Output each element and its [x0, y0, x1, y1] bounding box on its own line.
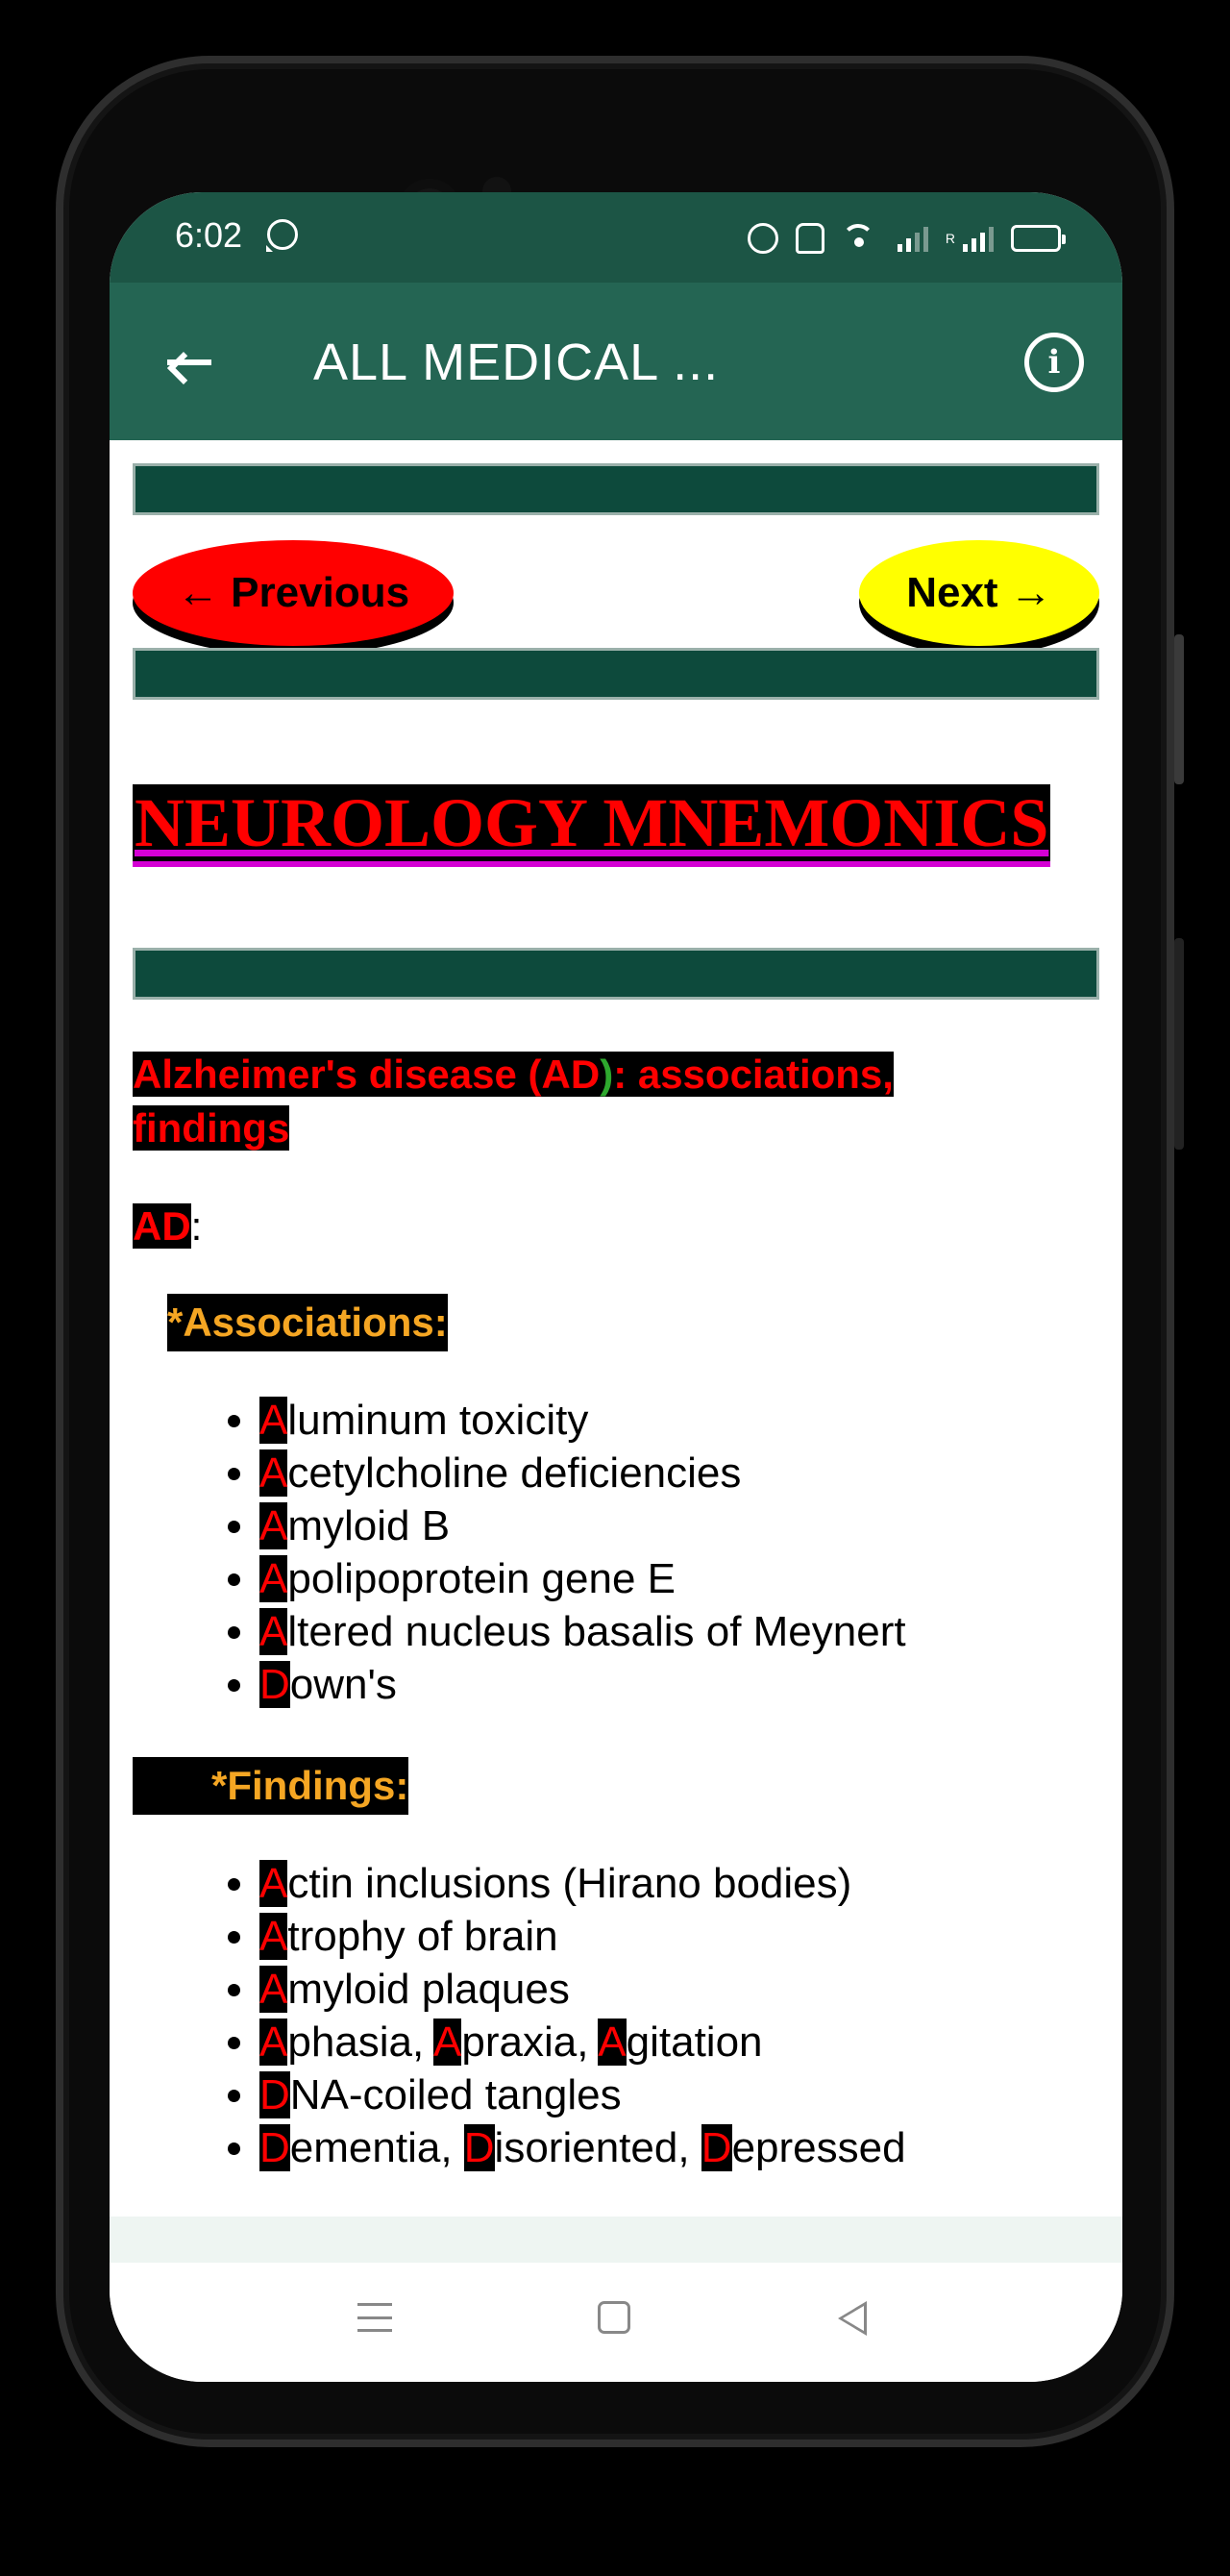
- section-title: [133, 1048, 930, 1155]
- mnemonic-letter: A: [259, 1555, 288, 1602]
- ad-abbrev: AD: [133, 1203, 191, 1249]
- mnemonic-letter: D: [259, 1661, 290, 1708]
- list-item-text: own's: [289, 1661, 397, 1708]
- list-item-text: trophy of brain: [287, 1913, 558, 1960]
- home-icon[interactable]: [598, 2301, 630, 2334]
- list-item: [259, 1552, 906, 1605]
- back-button[interactable]: [156, 329, 223, 396]
- mnemonic-letter: D: [259, 2071, 290, 2118]
- mnemonic-letter: A: [433, 2019, 462, 2066]
- list-item-text: NA-coiled tangles: [289, 2071, 622, 2118]
- next-button[interactable]: Next →: [859, 540, 1099, 646]
- mnemonic-letter: A: [259, 2019, 288, 2066]
- findings-list: [206, 1857, 906, 2174]
- app-title: ALL MEDICAL ...: [313, 334, 720, 391]
- status-bar: [110, 192, 1122, 283]
- mnemonic-letter: A: [259, 1860, 288, 1907]
- list-item: [259, 2121, 906, 2174]
- list-item-text: ctin inclusions (Hirano bodies): [287, 1860, 852, 1907]
- roaming-label: R: [945, 231, 955, 246]
- list-item-text: luminum toxicity: [287, 1397, 589, 1444]
- list-item-text: polipoprotein gene E: [287, 1555, 676, 1602]
- previous-button[interactable]: ← Previous: [133, 540, 454, 646]
- alarm-icon: [748, 223, 778, 254]
- signal-icon: [898, 225, 928, 252]
- associations-list: [206, 1394, 906, 1711]
- content-area[interactable]: [110, 440, 1122, 2217]
- list-item-text: phasia,: [287, 2019, 434, 2066]
- list-item: [259, 1605, 906, 1658]
- list-item: [259, 1447, 906, 1499]
- app-bar: [110, 283, 1122, 440]
- mnemonic-letter: A: [598, 2019, 627, 2066]
- whatsapp-icon: [267, 219, 298, 250]
- divider-bar: [133, 648, 1099, 700]
- volume-button: [1174, 634, 1184, 784]
- list-item-text: cetylcholine deficiencies: [287, 1449, 742, 1497]
- list-item-text: myloid B: [287, 1502, 451, 1549]
- info-icon: i: [1047, 343, 1061, 382]
- list-item: [259, 2016, 906, 2068]
- section-title-part: Alzheimer's disease (AD: [133, 1052, 601, 1097]
- mnemonic-letter: A: [259, 1608, 288, 1655]
- system-nav-bar: [110, 2263, 1122, 2382]
- findings-heading: *Findings:: [133, 1757, 408, 1815]
- mnemonic-letter: D: [259, 2124, 290, 2171]
- mnemonic-letter: D: [701, 2124, 732, 2171]
- list-item-text: praxia,: [461, 2019, 599, 2066]
- section-title-paren: ): [600, 1052, 614, 1097]
- mnemonic-letter: A: [259, 1397, 288, 1444]
- screen: [110, 192, 1122, 2382]
- list-item-text: myloid plaques: [287, 1966, 570, 2013]
- list-item: [259, 1658, 906, 1711]
- associations-heading: *Associations:: [167, 1294, 448, 1351]
- back-arrow-icon: [167, 359, 211, 365]
- wifi-icon: [842, 224, 880, 253]
- list-item-text: ltered nucleus basalis of Meynert: [287, 1608, 906, 1655]
- mnemonic-letter: A: [259, 1502, 288, 1549]
- section-title-part: : associations, findings: [133, 1052, 894, 1151]
- list-item-text: ementia,: [289, 2124, 464, 2171]
- battery-icon: [1011, 225, 1061, 252]
- divider-bar: [133, 463, 1099, 515]
- list-item-text: epressed: [731, 2124, 906, 2171]
- mute-icon: [796, 223, 824, 254]
- list-item: [259, 1499, 906, 1552]
- list-item: [259, 1394, 906, 1447]
- ad-colon: :: [190, 1203, 203, 1249]
- power-button: [1174, 938, 1184, 1150]
- info-button[interactable]: [1024, 333, 1084, 392]
- menu-icon[interactable]: [357, 2303, 392, 2332]
- list-item-text: gitation: [626, 2019, 763, 2066]
- divider-bar: [133, 948, 1099, 1000]
- page-title: NEUROLOGY MNEMONICS: [133, 784, 1050, 867]
- mnemonic-letter: A: [259, 1966, 288, 2013]
- back-icon[interactable]: [838, 2301, 867, 2336]
- status-icons: [748, 219, 1061, 258]
- list-item-text: isoriented,: [494, 2124, 701, 2171]
- signal-roaming-icon: [963, 225, 994, 252]
- mnemonic-letter: A: [259, 1913, 288, 1960]
- status-time: 6:02: [175, 215, 243, 255]
- bottom-strip: [110, 2217, 1122, 2263]
- mnemonic-letter: A: [259, 1449, 288, 1497]
- list-item: [259, 1857, 906, 1910]
- ad-label: [133, 1200, 202, 1253]
- list-item: [259, 1963, 906, 2016]
- list-item: [259, 2068, 906, 2121]
- list-item: [259, 1910, 906, 1963]
- mnemonic-letter: D: [463, 2124, 495, 2171]
